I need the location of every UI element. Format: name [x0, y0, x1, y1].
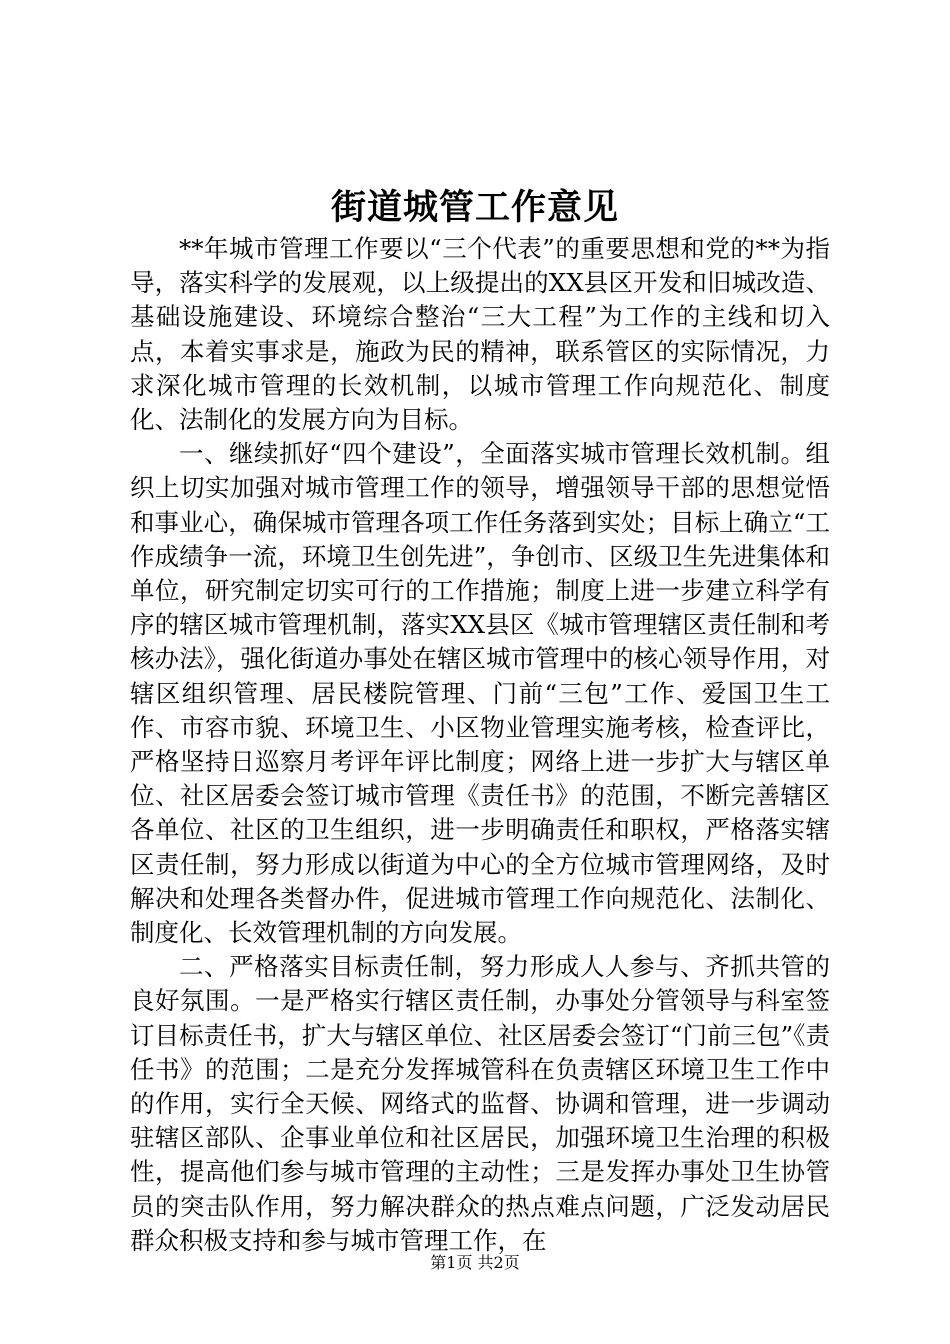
page-number-footer: 第1页 共2页 [430, 1253, 520, 1272]
document-body [130, 232, 830, 1258]
paragraph-section-two: 二、严格落实目标责任制，努力形成人人参与、齐抓共管的良好氛围。一是严格实行辖区责任制，办事处分管领导与科室签订目标责任书，扩大与辖区单位、社区居委会签订“门前三包”《责任书》的范围；二是充分发挥城管科在负责辖区环境卫生工作中的作用，实行全天候、网络式的监督、协调和管理，进一步调动驻辖区部队、企事业单位和社区居民，加强环境卫生治理的积极性，提高他们参与城市管理的主动性；三是发挥办事处卫生协管员的突击队作用，努力解决群众的热点难点问题，广泛发动居民群众积极支持和参与城市管理工作，在 [130, 952, 830, 1255]
document-title: 街道城管工作意见 [330, 187, 619, 228]
paragraph-intro: **年城市管理工作要以“三个代表”的重要思想和党的**为指导，落实科学的发展观，以上级提出的XX县区开发和旧城改造、基础设施建设、环境综合整治“三大工程”为工作的主线和切入点，本着实事求是，施政为民的精神，联系管区的实际情况，力求深化城市管理的长效机制，以城市管理工作向规范化、制度化、法制化的发展方向为目标。 [130, 234, 830, 435]
paragraph-section-one: 一、继续抓好“四个建设”，全面落实城市管理长效机制。组织上切实加强对城市管理工作的领导，增强领导干部的思想觉悟和事业心，确保城市管理各项工作任务落到实处；目标上确立“工作成绩争一流，环境卫生创先进”，争创市、区级卫生先进集体和单位，研究制定切实可行的工作措施；制度上进一步建立科学有序的辖区城市管理机制，落实XX县区《城市管理辖区责任制和考核办法》，强化街道办事处在辖区城市管理中的核心领导作用，对辖区组织管理、居民楼院管理、门前“三包”工作、爱国卫生工作、市容市貌、环境卫生、小区物业管理实施考核，检查评比，严格坚持日巡察月考评年评比制度；网络上进一步扩大与辖区单位、社区居委会签订城市管理《责任书》的范围，不断完善辖区各单位、社区的卫生组织，进一步明确责任和职权，严格落实辖区责任制，努力形成以街道为中心的全方位城市管理网络，及时解决和处理各类督办件，促进城市管理工作向规范化、法制化、制度化、长效管理机制的方向发展。 [130, 439, 830, 948]
